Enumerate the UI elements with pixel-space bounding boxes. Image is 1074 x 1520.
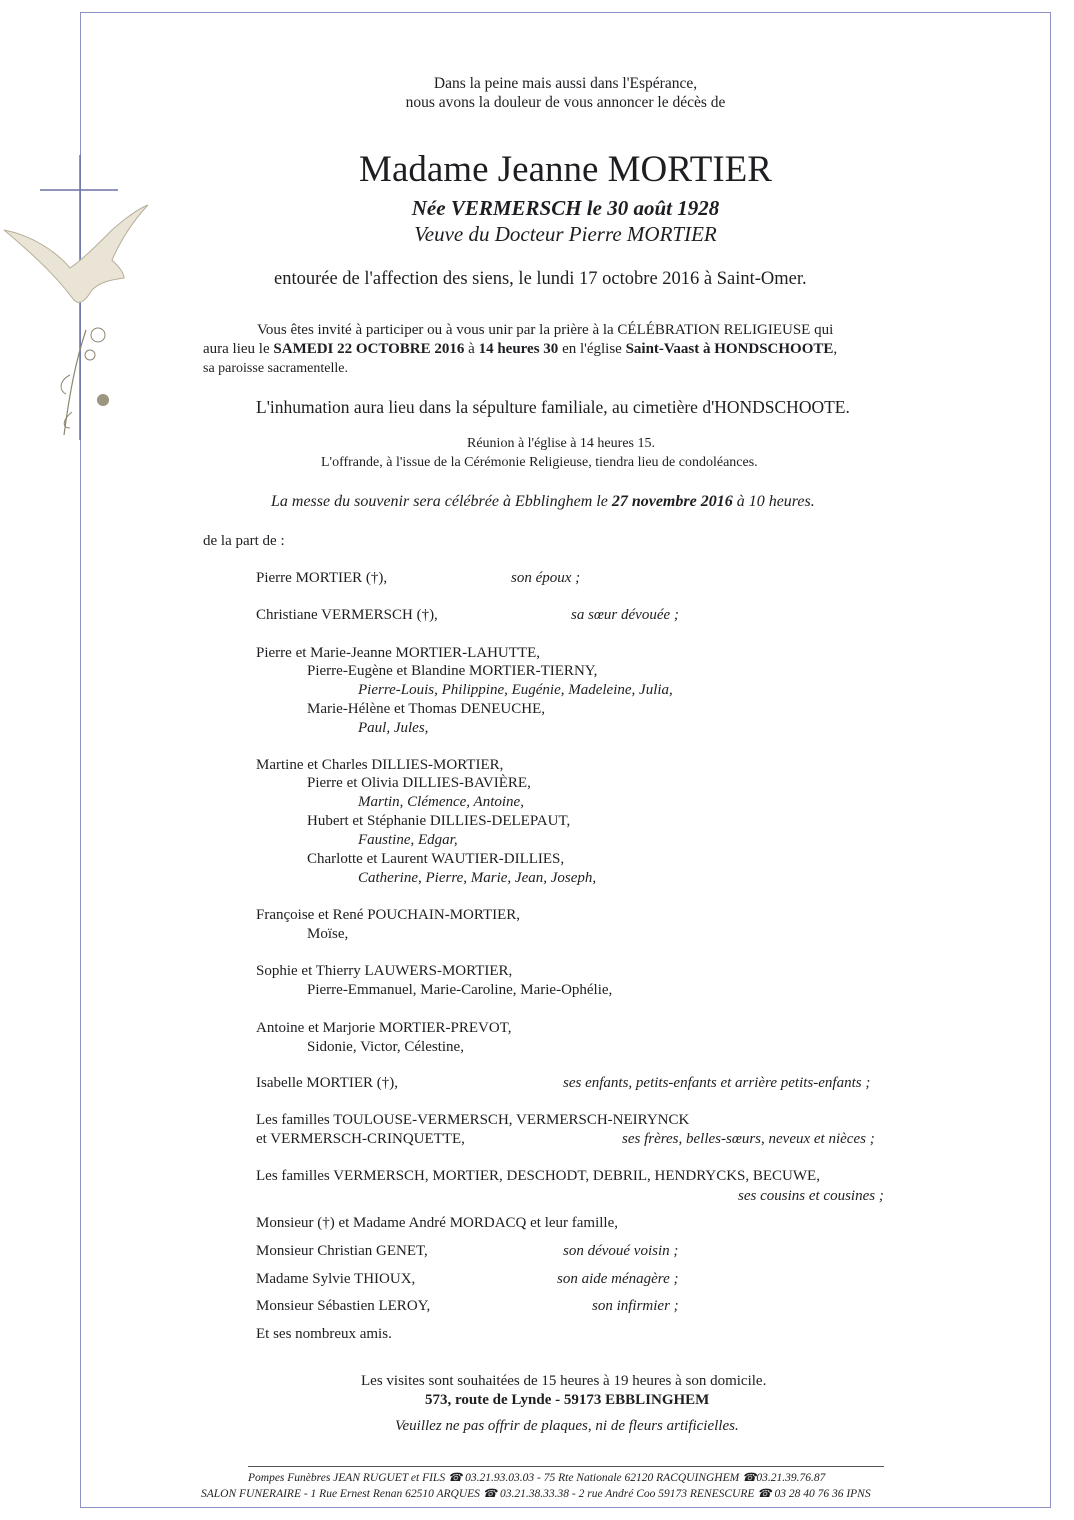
widow-line: Veuve du Docteur Pierre MORTIER <box>414 222 717 246</box>
ceremony-line-3: sa paroisse sacramentelle. <box>203 361 348 376</box>
family-christiane: Christiane VERMERSCH (†), <box>256 607 438 623</box>
family-member: Sidonie, Victor, Célestine, <box>307 1039 464 1055</box>
family-pierre-relation: son époux ; <box>511 570 581 586</box>
birth-line: Née VERMERSCH le 30 août 1928 <box>411 196 720 220</box>
familles-line-2: et VERMERSCH-CRINQUETTE, <box>256 1131 465 1147</box>
family-member: Pierre-Louis, Philippine, Eugénie, Madeleine, Julia, <box>358 682 673 698</box>
cross-dove-icon <box>0 150 160 450</box>
family-member: Pierre et Olivia DILLIES-BAVIÈRE, <box>307 775 531 791</box>
ceremony-line-2: aura lieu le SAMEDI 22 OCTOBRE 2016 à 14 heures 30 en l'église Saint-Vaast à HONDSCHOOTE, <box>203 341 838 357</box>
ceremony-line-1: Vous êtes invité à participer ou à vous unir par la prière à la CÉLÉBRATION RELIGIEUSE qui <box>257 322 834 338</box>
family-member: Moïse, <box>307 926 349 942</box>
family-member: Charlotte et Laurent WAUTIER-DILLIES, <box>307 851 565 867</box>
address-line: 573, route de Lynde - 59173 EBBLINGHEM <box>425 1392 710 1408</box>
deceased-name: Madame Jeanne MORTIER <box>359 149 772 190</box>
de-la-part-label: de la part de : <box>203 533 285 549</box>
family-member: Faustine, Edgar, <box>358 832 458 848</box>
family-member: Marie-Hélène et Thomas DENEUCHE, <box>307 701 545 717</box>
footer-line-2: SALON FUNERAIRE - 1 Rue Ernest Renan 62510 ARQUES ☎ 03.21.38.33.38 - 2 rue André Coo 59173 RENESCURE ☎ 03 28 40 76 36 IPNS <box>201 1488 871 1500</box>
family-pierre: Pierre MORTIER (†), <box>256 570 388 586</box>
family-member: Pierre-Eugène et Blandine MORTIER-TIERNY, <box>307 663 598 679</box>
family-member: Antoine et Marjorie MORTIER-PREVOT, <box>256 1020 512 1036</box>
family-member: Pierre et Marie-Jeanne MORTIER-LAHUTTE, <box>256 645 541 661</box>
death-line: entourée de l'affection des siens, le lundi 17 octobre 2016 à Saint-Omer. <box>274 269 807 289</box>
family-genet: Monsieur Christian GENET, <box>256 1243 428 1259</box>
footer-line-1: Pompes Funèbres JEAN RUGUET et FILS ☎ 03.21.93.03.03 - 75 Rte Nationale 62120 RACQUINGHEM ☎03.21.39.76.87 <box>248 1472 826 1484</box>
reunion-line: Réunion à l'église à 14 heures 15. <box>467 436 655 451</box>
family-isabelle: Isabelle MORTIER (†), <box>256 1075 398 1091</box>
family-member: Sophie et Thierry LAUWERS-MORTIER, <box>256 963 513 979</box>
family-member: Pierre-Emmanuel, Marie-Caroline, Marie-Ophélie, <box>307 982 613 998</box>
burial-line: L'inhumation aura lieu dans la sépulture familiale, au cimetière d'HONDSCHOOTE. <box>256 397 850 417</box>
familles-cousins-line: Les familles VERMERSCH, MORTIER, DESCHODT, DEBRIL, HENDRYCKS, BECUWE, <box>256 1168 820 1184</box>
family-christiane-relation: sa sœur dévouée ; <box>571 607 679 623</box>
family-isabelle-relation: ses enfants, petits-enfants et arrière petits-enfants ; <box>563 1075 871 1091</box>
familles-cousins-relation: ses cousins et cousines ; <box>738 1188 884 1204</box>
familles-line-1: Les familles TOULOUSE-VERMERSCH, VERMERSCH-NEIRYNCK <box>256 1112 690 1128</box>
messe-line: La messe du souvenir sera célébrée à Ebblinghem le 27 novembre 2016 à 10 heures. <box>271 493 815 510</box>
family-member: Martine et Charles DILLIES-MORTIER, <box>256 757 504 773</box>
family-amis: Et ses nombreux amis. <box>256 1326 392 1342</box>
family-member: Françoise et René POUCHAIN-MORTIER, <box>256 907 521 923</box>
intro-line-1: Dans la peine mais aussi dans l'Espérance, <box>433 75 698 92</box>
visits-line: Les visites sont souhaitées de 15 heures à 19 heures à son domicile. <box>361 1373 767 1389</box>
offrande-line: L'offrande, à l'issue de la Cérémonie Religieuse, tiendra lieu de condoléances. <box>321 455 758 470</box>
family-leroy: Monsieur Sébastien LEROY, <box>256 1298 431 1314</box>
family-member: Martin, Clémence, Antoine, <box>358 794 524 810</box>
family-mordacq: Monsieur (†) et Madame André MORDACQ et leur famille, <box>256 1215 618 1231</box>
family-thioux: Madame Sylvie THIOUX, <box>256 1271 416 1287</box>
family-leroy-relation: son infirmier ; <box>592 1298 679 1314</box>
footer-rule <box>248 1466 884 1467</box>
flowers-line: Veuillez ne pas offrir de plaques, ni de fleurs artificielles. <box>395 1418 739 1434</box>
intro-line-2: nous avons la douleur de vous annoncer le décès de <box>405 94 726 111</box>
family-thioux-relation: son aide ménagère ; <box>557 1271 679 1287</box>
family-genet-relation: son dévoué voisin ; <box>563 1243 679 1259</box>
family-member: Paul, Jules, <box>358 720 429 736</box>
family-member: Hubert et Stéphanie DILLIES-DELEPAUT, <box>307 813 571 829</box>
familles-relation: ses frères, belles-sœurs, neveux et nièces ; <box>622 1131 875 1147</box>
family-member: Catherine, Pierre, Marie, Jean, Joseph, <box>358 870 597 886</box>
